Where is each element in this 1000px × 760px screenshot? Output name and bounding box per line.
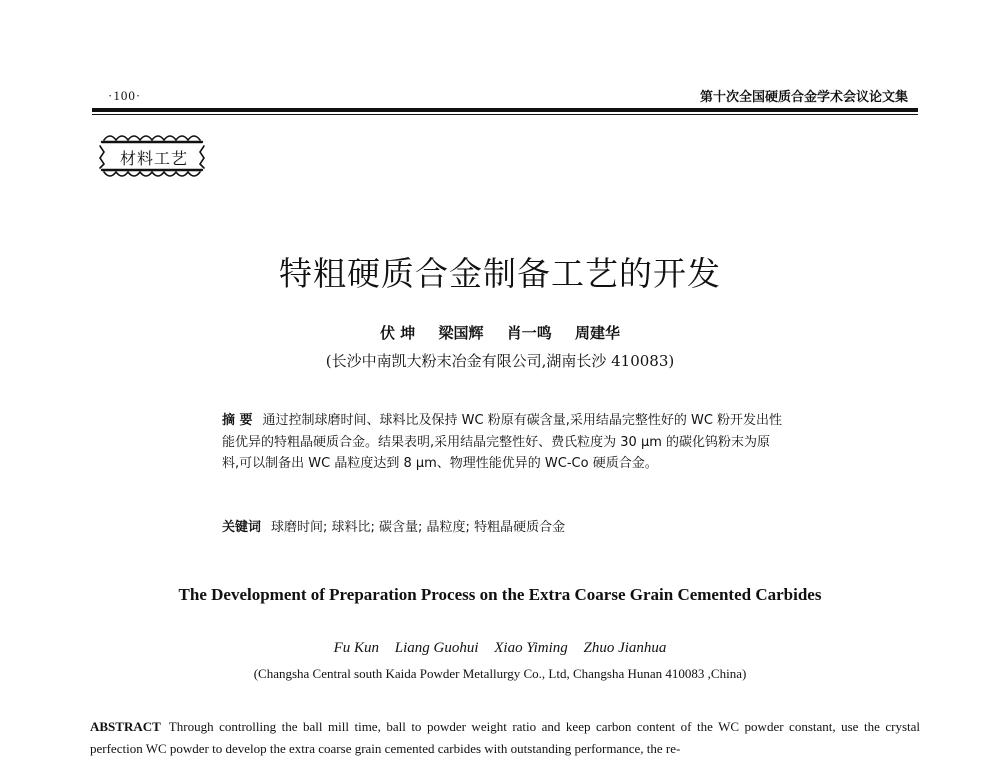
keywords-label-cn: 关键词 — [222, 520, 262, 535]
abstract-text-cn: 通过控制球磨时间、球料比及保持 WC 粉原有碳含量,采用结晶完整性好的 WC 粉开发出性能优异的特粗晶硬质合金。结果表明,采用结晶完整性好、费氏粒度为 30 μm 的碳化钨粉末为原料,可以制备出 WC 晶粒度达到 8 μm、物理性能优异的 WC-Co 硬质合金。 — [222, 413, 783, 471]
abstract-en — [90, 716, 920, 760]
keywords-text-cn: 球磨时间; 球料比; 碳含量; 晶粒度; 特粗晶硬质合金 — [271, 520, 566, 535]
author-cn-2: 梁国辉 — [438, 324, 484, 342]
paper-title-cn: 特粗硬质合金制备工艺的开发 — [279, 254, 721, 293]
section-badge-label: 材料工艺 — [119, 149, 188, 168]
page-number: ·100· — [108, 88, 142, 103]
author-en-1: Fu Kun — [333, 640, 379, 656]
journal-name: 第十次全国硬质合金学术会议论文集 — [699, 90, 908, 105]
keywords-cn — [222, 516, 784, 535]
affiliation-cn: (长沙中南凯大粉末冶金有限公司,湖南长沙 410083) — [325, 352, 675, 370]
author-en-4: Zhuo Jianhua — [583, 640, 667, 656]
header-rule-thin — [92, 114, 918, 115]
author-cn-1: 伏 坤 — [380, 324, 416, 342]
paper-title-en: The Development of Preparation Process on the Extra Coarse Grain Cemented Carbides — [178, 585, 822, 604]
affiliation-en: (Changsha Central south Kaida Powder Metallurgy Co., Ltd, Changsha Hunan 410083 ,China) — [253, 666, 747, 681]
abstract-label-cn: 摘 要 — [222, 413, 253, 428]
abstract-text-en: Through controlling the ball mill time, ball to powder weight ratio and keep carbon content of the WC powder constant, use the crystal perfection WC powder to develop the extra coarse grain cemented carbides with outstanding performance, the re- — [90, 719, 920, 756]
author-en-2: Liang Guohui — [394, 640, 479, 656]
authors-en — [0, 640, 1000, 657]
author-cn-4: 周建华 — [574, 324, 620, 342]
author-cn-3: 肖一鸣 — [506, 324, 552, 342]
authors-cn — [0, 322, 1000, 343]
abstract-cn — [222, 410, 784, 475]
author-en-3: Xiao Yiming — [494, 640, 568, 656]
header-rule-thick — [92, 108, 918, 112]
abstract-label-en: ABSTRACT — [90, 719, 161, 734]
